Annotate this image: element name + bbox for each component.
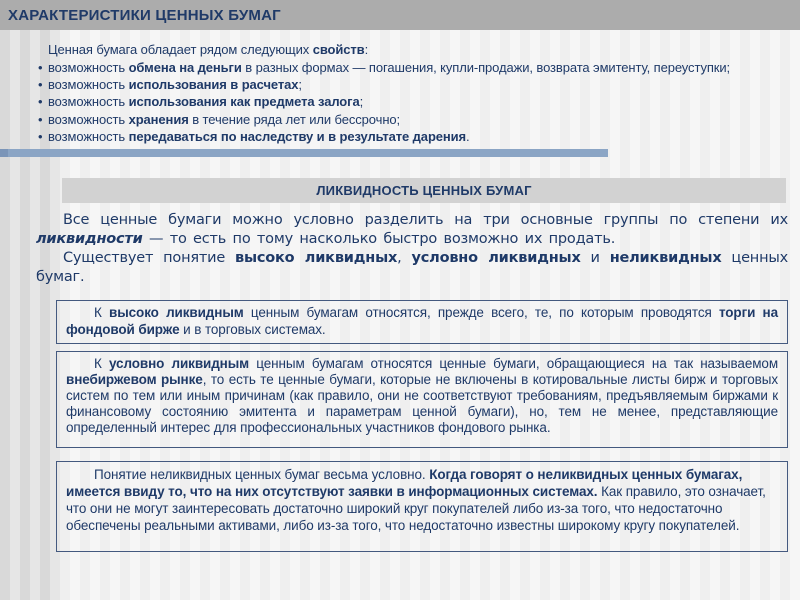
- bullet-item: [38, 111, 788, 128]
- bullet-item: [38, 93, 788, 110]
- liquidity-paragraph-1: Все ценные бумаги можно условно разделить на три основные группы по степени их ликвидности — то есть по тому насколько быстро возможно их продать.: [36, 212, 788, 247]
- bullet-item: [38, 128, 788, 145]
- section-header-label: ЛИКВИДНОСТЬ ЦЕННЫХ БУМАГ: [316, 183, 532, 198]
- blue-divider-cap: [0, 149, 8, 157]
- bullet-item: [38, 59, 788, 76]
- blue-divider-bar: [0, 149, 608, 157]
- bullet-icon: •: [38, 111, 43, 127]
- bullet-item: [38, 76, 788, 93]
- bullet-text: возможность использования в расчетах;: [48, 77, 302, 93]
- liquidity-paragraph-2: Существует понятие высоко ликвидных, условно ликвидных и неликвидных ценных бумаг.: [36, 250, 789, 285]
- bullet-icon: •: [38, 94, 43, 110]
- bullet-icon: •: [38, 128, 43, 144]
- bullet-text: возможность передаваться по наследству и в результате дарения.: [48, 128, 470, 144]
- info-box-illiquid: Понятие неликвидных ценных бумаг весьма условно. Когда говорят о неликвидных ценных бумагах, имеется ввиду то, что на них отсутствуют заявки в информационных системах. Как правило, это означает, что они не могут заинтересовать достаточно широкий круг покупателей либо из-за того, что недостаточно обеспечены реальными активами, либо из-за того, что недостаточно известны широкому кругу покупателей.: [56, 461, 788, 552]
- liquidity-intro: [36, 211, 788, 287]
- bullet-icon: •: [38, 77, 43, 93]
- intro-lead: Ценная бумага обладает рядом следующих свойств:: [48, 42, 369, 57]
- title-bar: [0, 0, 800, 30]
- bullet-text: возможность обмена на деньги в разных формах — погашения, купли-продажи, возврата эмитенту, переуступки;: [48, 60, 731, 75]
- section-header-bar: [62, 178, 786, 203]
- info-box-conditional-liquid: К условно ликвидным ценным бумагам относятся ценные бумаги, обращающиеся на так называемом внебиржевом рынке, то есть те ценные бумаги, которые не включены в котировальные листы бирж и торговых систем по тем или иным причинам (как правило, они не соответствуют требованиям, предъявляемым биржами к финансовому состоянию эмитента и параметрам ценной бумаги), но, тем не менее, представляющие определенный интерес для профессиональных участников фондового рынка.: [56, 351, 788, 448]
- bullet-icon: •: [38, 60, 43, 75]
- intro-block: [38, 41, 788, 145]
- page-title: ХАРАКТЕРИСТИКИ ЦЕННЫХ БУМАГ: [8, 6, 281, 24]
- bullet-text: возможность хранения в течение ряда лет или бессрочно;: [48, 111, 401, 127]
- info-box-high-liquid: К высоко ликвидным ценным бумагам относятся, прежде всего, те, по которым проводятся торги на фондовой бирже и в торговых системах.: [56, 300, 788, 344]
- bullet-text: возможность использования как предмета залога;: [48, 94, 364, 110]
